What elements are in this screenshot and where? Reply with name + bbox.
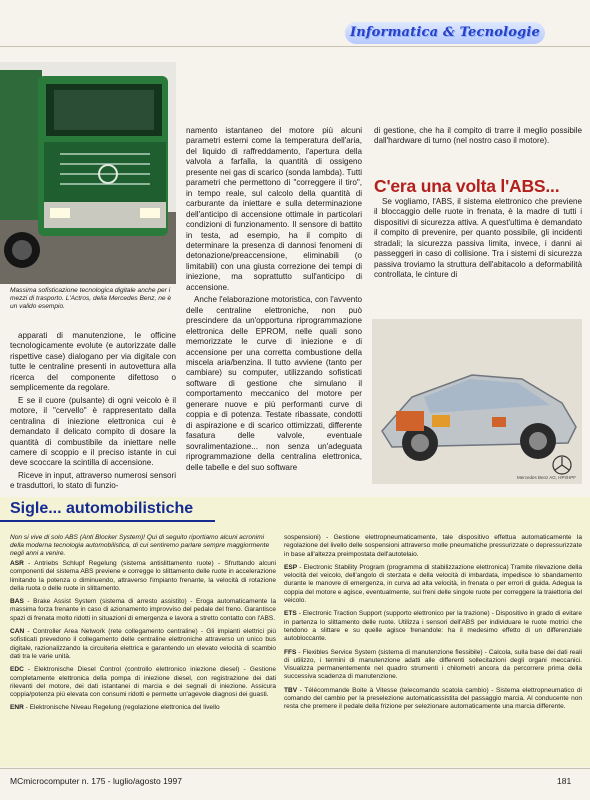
glossary-column-right bbox=[284, 534, 582, 717]
truck-illustration bbox=[0, 62, 176, 284]
glossary-column-left bbox=[10, 560, 276, 718]
glossary-entry bbox=[284, 534, 582, 559]
page-number: 181 bbox=[557, 776, 572, 786]
acronym: ESP bbox=[284, 563, 298, 571]
truck-caption: Massima sofisticazione tecnologica digitale anche per i mezzi di trasporto. L'Actros, della Mercedes Benz, ne è un valido esempio. bbox=[10, 287, 172, 311]
definition: - Elektronische Diesel Control (controllo elettronico iniezione diesel) - Gestione completamente elettronica della pompa di iniezione diesel, con registrazione dei dati rilevanti del motore, dei dati istantanei di marcia e dei segnali di iniezione. Assicura coppia/potenza più elevata con consumi ridotti e permette un'agevole diagnosi dei guasti. bbox=[10, 666, 276, 699]
glossary-title: Sigle... automobilistiche bbox=[10, 500, 194, 517]
truck-photo bbox=[0, 62, 176, 284]
paragraph: di gestione, che ha il compito di trarre il meglio possibile dall'hardware di turno (nel nostro caso il motore). bbox=[374, 126, 582, 146]
abs-heading: C'era una volta l'ABS... bbox=[374, 176, 560, 196]
glossary-entry bbox=[284, 687, 582, 712]
glossary-entry bbox=[284, 610, 582, 643]
definition: sospensioni) - Gestione elettropneumaticamente, tale dispositivo effettua automaticamente la regolazione del livello delle sospensioni attraverso molle pneumatiche pressurizzate o depressurizzate in base all'altezza preimpostata dell'autotelaio. bbox=[284, 534, 582, 558]
abs-text-column bbox=[374, 197, 582, 283]
acronym: CAN bbox=[10, 628, 25, 636]
acronym: EDC bbox=[10, 666, 24, 674]
glossary-intro: Non si vive di solo ABS (Anti Blocker System)! Qui di seguito riportiamo alcuni acronimi della moderna tecnologia automobilistica, di cui sentiremo parlare sempre maggiormente negli anni a venire. bbox=[10, 534, 270, 558]
header-divider bbox=[0, 46, 590, 47]
paragraph: Anche l'elaborazione motoristica, con l'avvento delle centraline elettroniche, non può prescindere da un'opportuna riprogrammazione elettronica delle EPROM, nelle quali sono memorizzate le curve di iniezione e di accensione per una corretta combustione della miscela aria/benzina. Il tutto avviene (tanto per cambiare) su computer, utilizzando sofisticati software di gestione che simulano il comportamento meccanico del motore per generare nuove e più performanti curve di coppia e di potenza. Testate ribassate, condotti di aspirazione e di scarico ottimizzati, differente fasatura delle valvole, eventuale sovralimentazione... non senza un'adeguata riprogrammazione della centralina elettronica, delle tabelle e del suo software bbox=[186, 295, 362, 472]
car-illustration bbox=[372, 319, 582, 484]
section-title: Informatica & Tecnologie bbox=[345, 22, 545, 44]
glossary-title-underline bbox=[0, 520, 215, 522]
definition: - Télécommande Boite à Vitesse (telecomando scatola cambio) - Sistema elettropneumatico di comando del cambio per la preselezione automaticassistita del passaggio marcia. Al conducente non resta che premere il pedale della frizione per selezionare automaticamente una marcia differente. bbox=[284, 686, 582, 711]
acronym: BAS bbox=[10, 598, 24, 606]
paragraph: apparati di manutenzione, le officine tecnologicamente evolute (e autorizzate dalle rispettive case) dialogano per via digitale con tutte le centraline presenti in autovettura alla ricerca del componente difettoso o semplicemente da regolare. bbox=[10, 331, 176, 393]
acronym: ASR bbox=[10, 560, 24, 567]
paragraph: Se vogliamo, l'ABS, il sistema elettronico che previene il bloccaggio delle ruote in frenata, è la madre di tutti i dispositivi di sicurezza attiva. A quest'ultima è demandato il compito di prevenire, per quanto possibile, gli incidenti stradali; la sicurezza passiva limita, invece, i danni ai passeggeri in caso di collisione. Tra i sistemi di sicurezza passiva troviamo la struttura dell'abitacolo a deformabilità controllata, le cinture di bbox=[374, 197, 582, 280]
glossary-entry bbox=[284, 649, 582, 682]
glossary-entry bbox=[10, 598, 276, 623]
glossary-entry bbox=[10, 666, 276, 699]
section-header bbox=[345, 22, 545, 44]
article-column-middle bbox=[186, 126, 362, 475]
car-cutaway-photo bbox=[372, 319, 582, 484]
footer-divider bbox=[0, 768, 590, 769]
paragraph: E se il cuore (pulsante) di ogni veicolo è il motore, il "cervello" è rappresentato dalla centralina di iniezione elettronica cui è demandato il delicato compito di dosare la quantità di combustibile da iniettare nelle camere di scoppio e il preciso istante in cui deve scoccare la scintilla di accensione. bbox=[10, 395, 176, 468]
acronym: ENR bbox=[10, 704, 24, 712]
definition: - Electronic Traction Support (supporto elettronico per la trazione) - Dispositivo in grado di evitare in partenza lo slittamento delle ruote. Utilizza i sensori dell'ABS per individuare le ruote motrici che tendono a slittare e su quelle agisce frenandole: ha il medesimo effetto di un differenziale autobloccante. bbox=[284, 610, 582, 643]
definition: - Antriebs Schlupf Regelung (sistema antislittamento ruote) - Sfruttando alcuni componenti del sistema ABS previene e corregge lo slittamento delle ruote in accelerazione limitando la potenza o diminuendo, attraverso l'impianto frenante, la velocità di rotazione della ruota o delle ruote in slittamento. bbox=[10, 560, 276, 592]
glossary-entry bbox=[10, 560, 276, 593]
definition: - Elektronische Niveau Regelung (regolazione elettronica del livello bbox=[23, 704, 220, 712]
article-column-right bbox=[374, 126, 582, 149]
paragraph: namento istantaneo del motore più alcuni parametri esterni come la temperatura dell'aria, del liquido di raffreddamento, l'apertura della valvola a farfalla, la quantità di ossigeno presente nei gas di scarico (sonda lambda). Tutti parametri che permettono di "correggere il tiro", in tempo reale, sul calcolo della quantità di carburante da iniettare e sulla determinazione dell'anticipo di accensione ottimale in particolari condizioni di funzionamento. Il sensore di battito in testa, ad esempio, ha il compito di determinare la presenza di dannosi fenomeni di detonazione/preaccensione, eliminabili (o limitabili) con una giusta correzione dei tempi di iniezione, ma soprattutto sull'anticipo di accensione. bbox=[186, 126, 362, 292]
acronym: ETS bbox=[284, 610, 297, 618]
article-column-left bbox=[10, 331, 176, 494]
glossary-entry bbox=[284, 564, 582, 605]
footer-magazine: MCmicrocomputer n. 175 - luglio/agosto 1997 bbox=[10, 776, 182, 786]
definition: - Controller Area Network (rete collegamento centraline) - Gli impianti elettrici più sofisticati prevedono il collegamento delle centraline elettroniche attraverso un unico bus digitale, razionalizzando la circuiteria elettrica e garantendo un elevato velocità di scambio dati tra le varie unità. bbox=[10, 628, 276, 660]
glossary-entry bbox=[10, 628, 276, 661]
definition: - Flexibles Service System (sistema di manutenzione flessibile) - Calcola, sulla base dei dati reali di utilizzo, i termini di manutenzione adatti alle differenti sollecitazioni degli organi meccanici. Visualizza permanentemente nel quadro strumenti i chilometri ancora da percorrere prima della successiva scadenza di manutenzione. bbox=[284, 648, 582, 681]
photo-credit: Mercedes Benz AG, HPI/HPF bbox=[516, 475, 576, 480]
definition: - Electronic Stability Program (programma di stabilizzazione elettronica) Tramite rilevazione della velocità del veicolo, dell'angolo di sterzata e della velocità di imbardata, impedisce lo sbandamento durante le manovre di emergenza, in curva ad alta velocità, in frenata o per errori di guida. Adegua la coppia del motore e agisce, eventualmente, sui freni delle singole ruote per correggere la traiettoria del veicolo. bbox=[284, 563, 582, 605]
paragraph: Riceve in input, attraverso numerosi sensori e trasduttori, lo stato di funzio- bbox=[10, 470, 176, 491]
definition: - Brake Assist System (sistema di arresto assistito) - Eroga automaticamente la massima forza frenante in caso di azionamento improvviso del pedale del freno. Garantisce spazi di frenata molto ridotti in situazioni di emergenza e lavora a stretto contatto con l'ABS. bbox=[10, 598, 276, 622]
acronym: TBV bbox=[284, 686, 298, 694]
glossary-entry bbox=[10, 704, 276, 712]
acronym: FFS bbox=[284, 648, 297, 656]
